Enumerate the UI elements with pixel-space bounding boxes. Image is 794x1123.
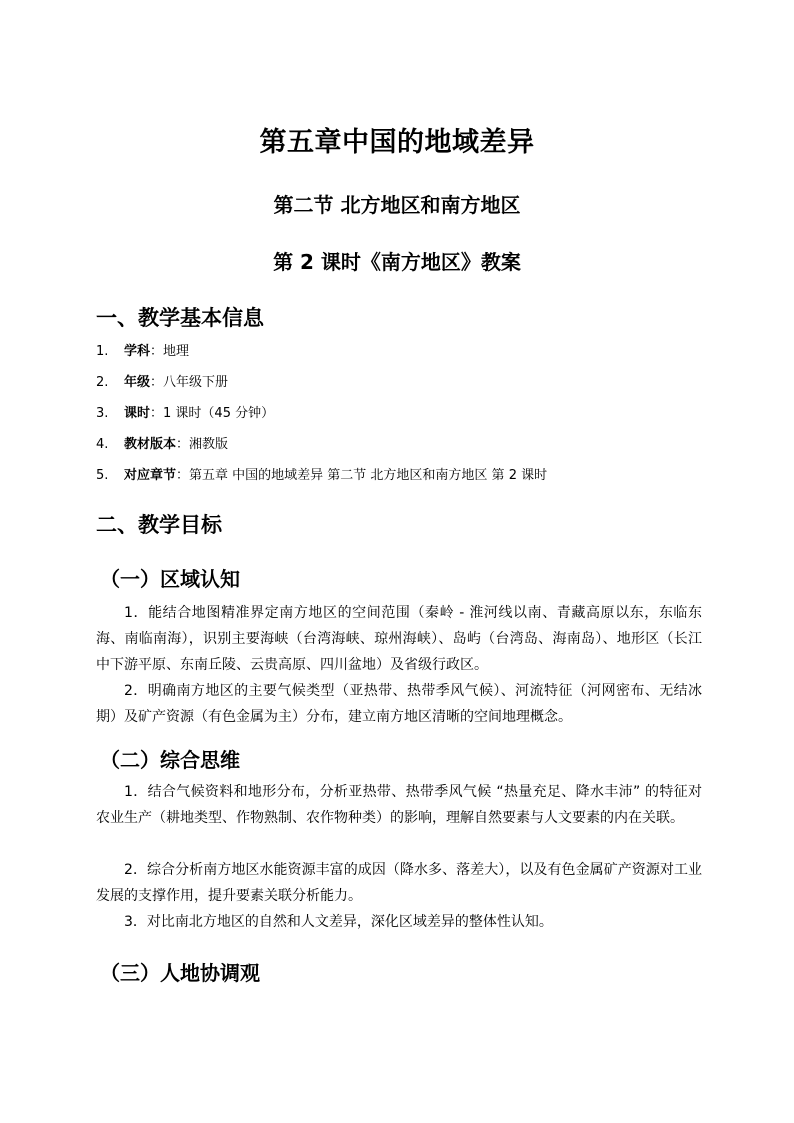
item-value: 1 课时（45 分钟） — [163, 406, 275, 421]
item-separator: ： — [176, 468, 190, 483]
item-label: 对应章节 — [124, 468, 177, 483]
item-value: 湘教版 — [189, 437, 229, 452]
list-number: 3. — [96, 406, 109, 421]
item-label: 年级 — [124, 375, 151, 390]
list-item — [96, 464, 716, 495]
item-label: 学科 — [124, 344, 151, 359]
item-separator: ： — [150, 375, 164, 390]
item-value: 第五章 中国的地域差异 第二节 北方地区和南方地区 第 2 课时 — [189, 468, 548, 483]
paragraph: 2．明确南方地区的主要气候类型（亚热带、热带季风气候）、河流特征（河网密布、无结冰期）及矿产资源（有色金属为主）分布，建立南方地区清晰的空间地理概念。 — [96, 683, 702, 725]
list-number: 2. — [96, 375, 109, 390]
paragraph: 3．对比南北方地区的自然和人文差异，深化区域差异的整体性认知。 — [124, 914, 553, 930]
list-item — [96, 340, 716, 371]
section-title: 第二节 北方地区和南方地区 — [273, 193, 521, 217]
paragraph: 2．综合分析南方地区水能资源丰富的成因（降水多、落差大），以及有色金属矿产资源对工业发展的支撑作用，提升要素关联分析能力。 — [96, 862, 702, 904]
basic-info-heading: 一、教学基本信息 — [96, 306, 264, 330]
item-separator: ： — [150, 344, 164, 359]
item-separator: ： — [150, 406, 164, 421]
human-land-harmony-heading: （三）人地协调观 — [100, 961, 260, 985]
integrated-thinking-heading: （二）综合思维 — [100, 748, 240, 772]
item-label: 教材版本 — [124, 437, 177, 452]
objectives-heading: 二、教学目标 — [96, 513, 222, 537]
regional-cognition-heading: （一）区域认知 — [100, 567, 240, 591]
list-number: 5. — [96, 468, 109, 483]
item-value: 八年级下册 — [163, 375, 229, 390]
item-value: 地理 — [163, 344, 190, 359]
list-number: 4. — [96, 437, 109, 452]
item-separator: ： — [176, 437, 190, 452]
paragraph: 1．结合气候资料和地形分布，分析亚热带、热带季风气候 “热量充足、降水丰沛” 的特征对农业生产（耕地类型、作物熟制、农作物种类）的影响，理解自然要素与人文要素的内在关联。 — [96, 784, 702, 826]
list-item — [96, 433, 716, 464]
item-label: 课时 — [124, 406, 151, 421]
paragraph: 1．能结合地图精准界定南方地区的空间范围（秦岭 - 淮河线以南、青藏高原以东，东临东海、南临南海），识别主要海峡（台湾海峡、琼州海峡）、岛屿（台湾岛、海南岛）、地形区（长江中下游平原、东南丘陵、云贵高原、四川盆地）及省级行政区。 — [96, 605, 702, 673]
list-item — [96, 402, 716, 433]
basic-info-list — [96, 340, 716, 495]
lesson-title: 第 2 课时《南方地区》教案 — [273, 250, 521, 274]
list-number: 1. — [96, 344, 109, 359]
list-item — [96, 371, 716, 402]
chapter-title: 第五章中国的地域差异 — [259, 127, 535, 158]
